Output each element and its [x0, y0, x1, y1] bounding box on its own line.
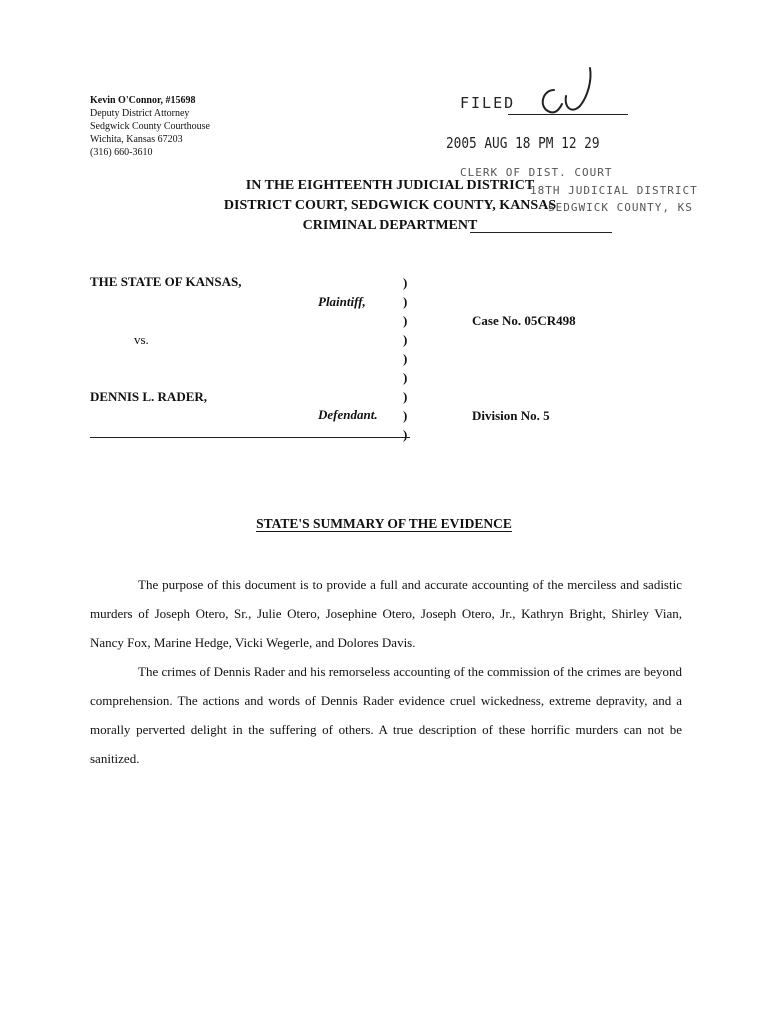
paren: ) [403, 275, 408, 290]
court-heading-line3: CRIMINAL DEPARTMENT [302, 218, 478, 233]
attorney-name: Kevin O'Connor, #15698 [90, 95, 196, 106]
defendant-name: DENNIS L. RADER, [90, 389, 208, 404]
attorney-phone: (316) 660-3610 [90, 147, 153, 158]
court-heading-line2: DISTRICT COURT, SEDGWICK COUNTY, KANSAS [223, 198, 557, 213]
body-paragraph: The purpose of this document is to provide a full and accurate accounting of the merciless and sadistic murders of Joseph Otero, Sr., Julie Otero, Josephine Otero, Joseph Otero, Jr., Kathryn Bright, Shirley Vian, Nancy Fox, Marine Hedge, Vicki Wegerle, and Dolores Davis. [90, 577, 682, 650]
caption-parentheses [403, 273, 407, 444]
filed-label: FILED [460, 94, 516, 112]
plaintiff-role: Plaintiff, [318, 294, 366, 309]
attorney-title: Deputy District Attorney [90, 108, 190, 119]
court-heading-line1: IN THE EIGHTEENTH JUDICIAL DISTRICT [245, 178, 535, 193]
body-paragraph: The crimes of Dennis Rader and his remorseless accounting of the commission of the crimes are beyond comprehension. The actions and words of Dennis Rader evidence cruel wickedness, extreme depravity, and a morally perverted delight in the suffering of others. A true description of these horrific murders can not be sanitized. [90, 664, 682, 766]
paren: ) [403, 389, 408, 404]
caption-underline [90, 437, 410, 438]
versus-label: vs. [134, 332, 149, 347]
district-stamp-line: 18TH JUDICIAL DISTRICT [530, 184, 698, 197]
filed-date-time: 2005 AUG 18 PM 12 29 [446, 134, 600, 152]
paren: ) [403, 294, 408, 309]
attorney-block [90, 94, 210, 159]
document-title: STATE'S SUMMARY OF THE EVIDENCE [256, 516, 512, 531]
attorney-office: Sedgwick County Courthouse [90, 121, 210, 132]
county-stamp-line: SEDGWICK COUNTY, KS [548, 201, 693, 214]
clerk-signature-icon [532, 60, 612, 120]
paren: ) [403, 332, 408, 347]
division-number: Division No. 5 [472, 408, 550, 423]
paren: ) [403, 408, 408, 423]
paren: ) [403, 351, 408, 366]
attorney-city: Wichita, Kansas 67203 [90, 134, 183, 145]
case-number: Case No. 05CR498 [472, 313, 576, 328]
paren: ) [403, 370, 408, 385]
defendant-role: Defendant. [318, 407, 378, 422]
plaintiff-name: THE STATE OF KANSAS, [90, 274, 242, 289]
paren: ) [403, 313, 408, 328]
clerk-stamp-line: CLERK OF DIST. COURT [460, 166, 613, 179]
paren: ) [403, 427, 408, 442]
court-heading [180, 176, 600, 236]
document-body [90, 570, 682, 773]
